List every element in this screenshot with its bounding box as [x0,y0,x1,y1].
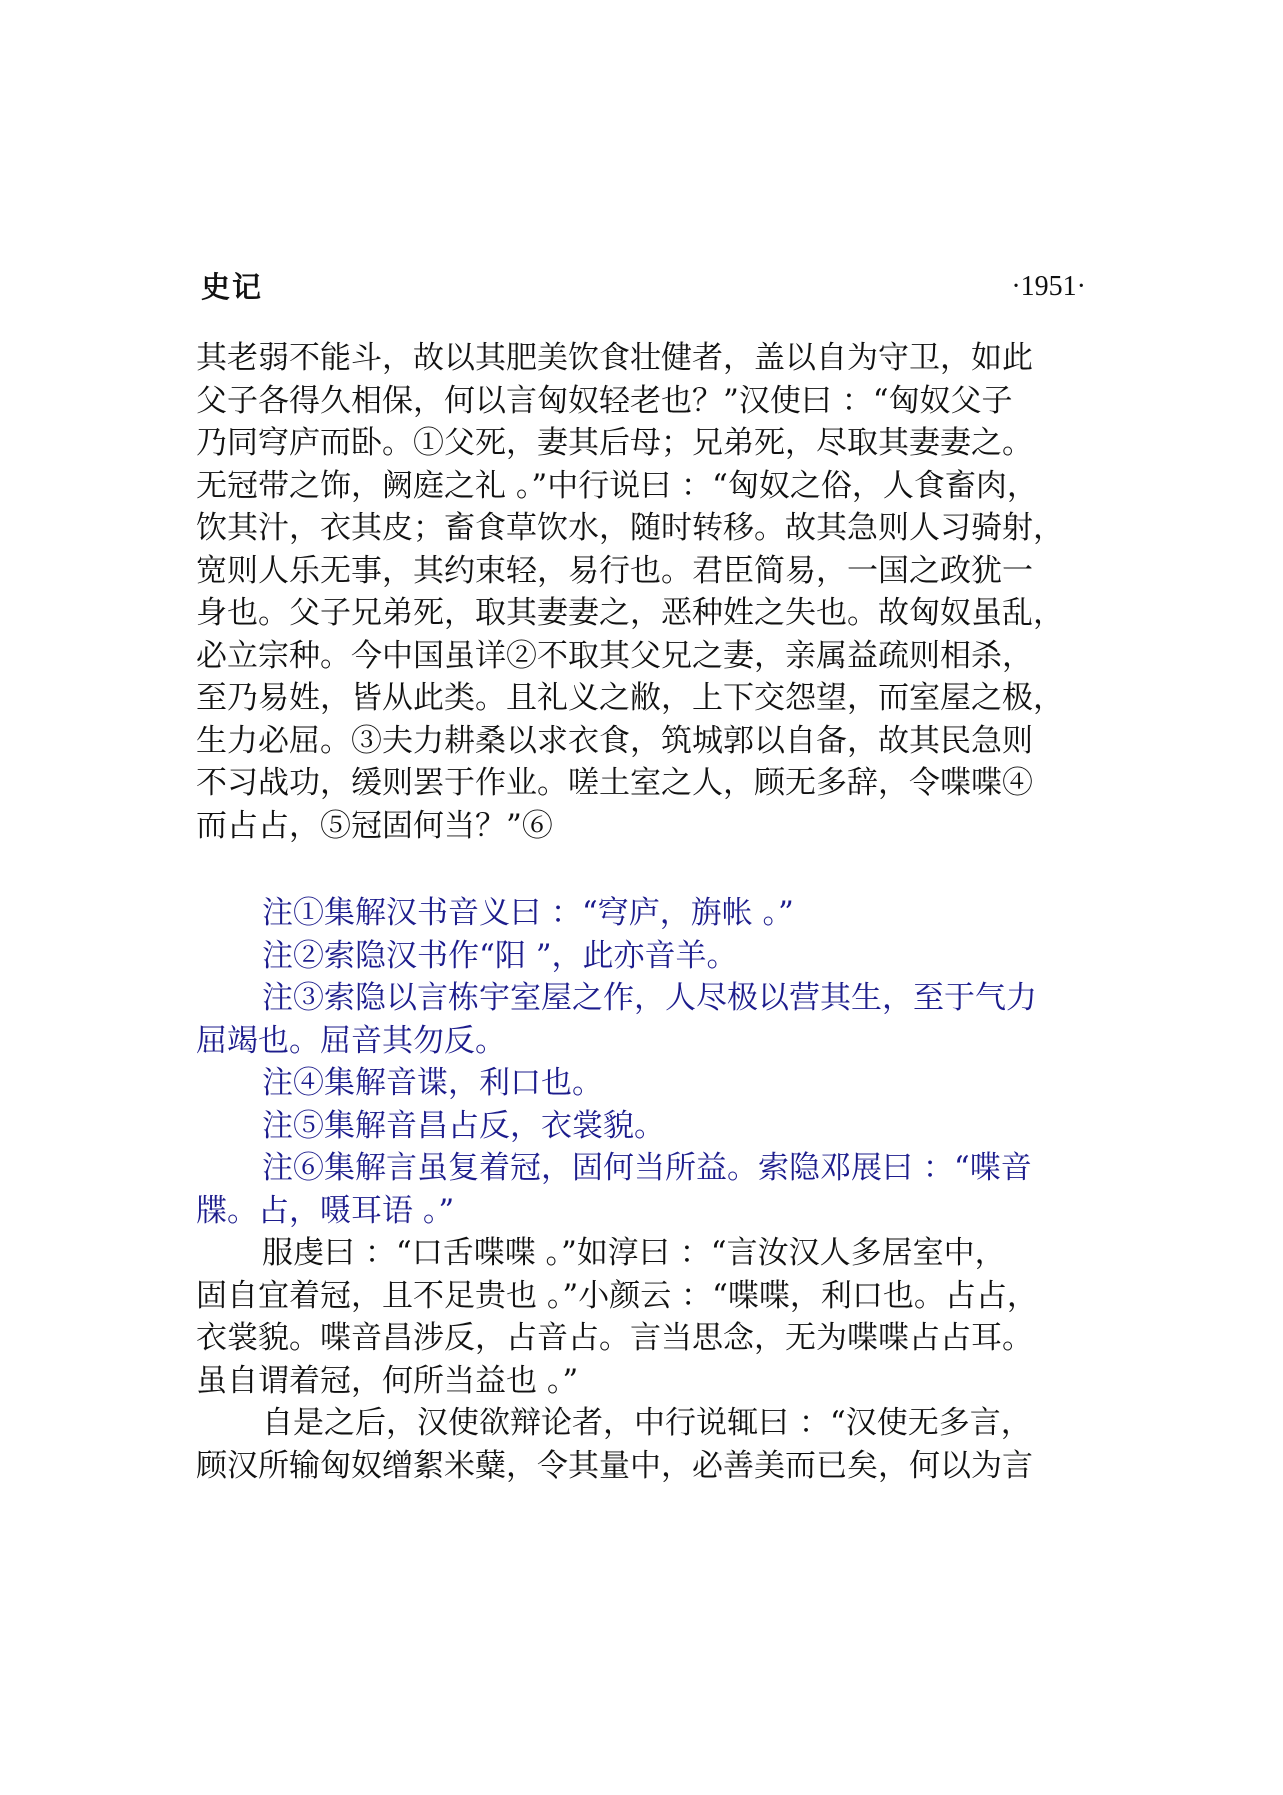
note-line: 注⑤集解音昌占反，衣裳貌。 [262,1107,665,1144]
note-line: 注④集解音谍，利口也。 [262,1065,603,1101]
note-line: 固自宜着冠，且不足贵也 。”小颜云 ：“喋喋，利口也。占占， [196,1277,1038,1314]
main-text-block [196,337,1086,847]
text-line: 生力必屈。③夫力耕桑以求衣食，筑城郭以自备，故其民急则 [196,722,1033,759]
text-line: 不习战功，缓则罢于作业。嗟土室之人，顾无多辞，令喋喋④ [196,765,1033,801]
note-line: 牒。占，嗫耳语 。” [196,1192,455,1229]
note-line: 注②索隐汉书作“阳 ”，此亦音羊。 [262,937,738,974]
text-line: 乃同穹庐而卧。①父死，妻其后母；兄弟死，尽取其妻妻之。 [196,425,1033,461]
note-line: 衣裳貌。喋音昌涉反，占音占。言当思念，无为喋喋占占耳。 [196,1320,1033,1356]
text-line: 至乃易姓，皆从此类。且礼义之敝，上下交怨望，而室屋之极， [196,680,1064,716]
text-line: 其老弱不能斗，故以其肥美饮食壮健者，盖以自为守卫，如此 [196,340,1033,376]
text-line: 父子各得久相保，何以言匈奴轻老也？”汉使曰 ：“匈奴父子 [196,382,1013,419]
text-line: 身也。父子兄弟死，取其妻妻之，恶种姓之失也。故匈奴虽乱， [196,595,1064,631]
text-line: 而占占，⑤冠固何当？”⑥ [196,807,553,844]
notes-block [196,892,1086,1487]
note-line: 顾汉所输匈奴缯絮米糵，令其量中，必善美而已矣，何以为言 [196,1447,1033,1484]
text-line: 必立宗种。今中国虽详②不取其父兄之妻，亲属益疏则相杀， [196,637,1033,674]
page-number: ·1951· [1011,271,1086,302]
note-line: 注③索隐以言栋宇室屋之作，人尽极以营其生，至于气力 [262,980,1037,1016]
note-line: 屈竭也。屈音其勿反。 [196,1022,506,1059]
note-line: 注①集解汉书音义曰 ：“穹庐，旃帐 。” [262,895,794,931]
note-line: 自是之后，汉使欲辩论者，中行说辄曰 ：“汉使无多言， [262,1405,1032,1441]
text-line: 饮其汁，衣其皮；畜食草饮水，随时转移。故其急则人习骑射， [196,510,1064,546]
note-line: 虽自谓着冠，何所当益也 。” [196,1362,579,1399]
text-line: 宽则人乐无事，其约束轻，易行也。君臣简易，一国之政犹一 [196,552,1033,589]
book-title: 史记 [201,270,264,304]
document-page [196,262,1086,1487]
note-line: 服虔曰 ：“口舌喋喋 。”如淳曰 ：“言汝汉人多居室中， [262,1235,1006,1271]
note-line: 注⑥集解言虽复着冠，固何当所益。索隐邓展曰 ：“喋音 [262,1150,1032,1186]
page-header [196,262,1086,312]
text-line: 无冠带之饰，阙庭之礼 。”中行说曰 ：“匈奴之俗，人食畜肉， [196,467,1038,504]
